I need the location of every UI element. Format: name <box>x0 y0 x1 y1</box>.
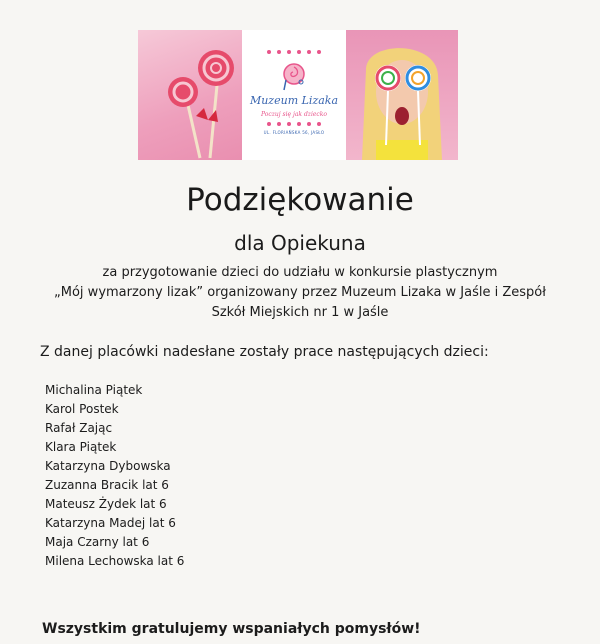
list-item: Karol Postek <box>45 402 119 416</box>
paragraph-line: Szkół Miejskich nr 1 w Jaśle <box>211 305 389 320</box>
list-item: Milena Lechowska lat 6 <box>45 554 185 568</box>
list-item: Zuzanna Bracik lat 6 <box>45 478 169 492</box>
logo-address: UL. FLORIAŃSKA 56, JASŁO <box>263 130 325 135</box>
logo-dots-top <box>242 50 346 54</box>
document-subtitle: dla Opiekuna <box>234 231 366 255</box>
header-images <box>138 30 458 160</box>
logo-name: Muzeum Lizaka <box>249 94 339 107</box>
list-item: Katarzyna Madej lat 6 <box>45 516 176 530</box>
lead-sentence: Z danej placówki nadesłane zostały prace następujących dzieci: <box>40 344 489 360</box>
museum-logo <box>242 30 346 160</box>
list-item: Katarzyna Dybowska <box>45 459 171 473</box>
logo-dots-bottom <box>242 122 346 126</box>
children-names-list <box>45 381 184 571</box>
paragraph-line: „Mój wymarzony lizak” organizowany przez Muzeum Lizaka w Jaśle i Zespół <box>54 285 546 300</box>
list-item: Maja Czarny lat 6 <box>45 535 150 549</box>
document-title: Podziękowanie <box>186 182 414 218</box>
paragraph-line: za przygotowanie dzieci do udziału w konkursie plastycznym <box>102 265 498 280</box>
list-item: Rafał Zając <box>45 421 113 435</box>
woman-with-lollipops-photo-icon <box>346 30 458 160</box>
acknowledgement-paragraph <box>0 263 600 323</box>
lollipops-photo-icon <box>138 30 242 160</box>
logo-tagline: Poczuj się jak dziecko <box>260 111 328 118</box>
list-item: Klara Piątek <box>45 440 117 454</box>
closing-line: Wszystkim gratulujemy wspaniałych pomysłów! <box>42 621 421 637</box>
list-item: Michalina Piątek <box>45 383 143 397</box>
lollipop-logo-icon <box>280 62 308 92</box>
list-item: Mateusz Żydek lat 6 <box>45 497 167 511</box>
